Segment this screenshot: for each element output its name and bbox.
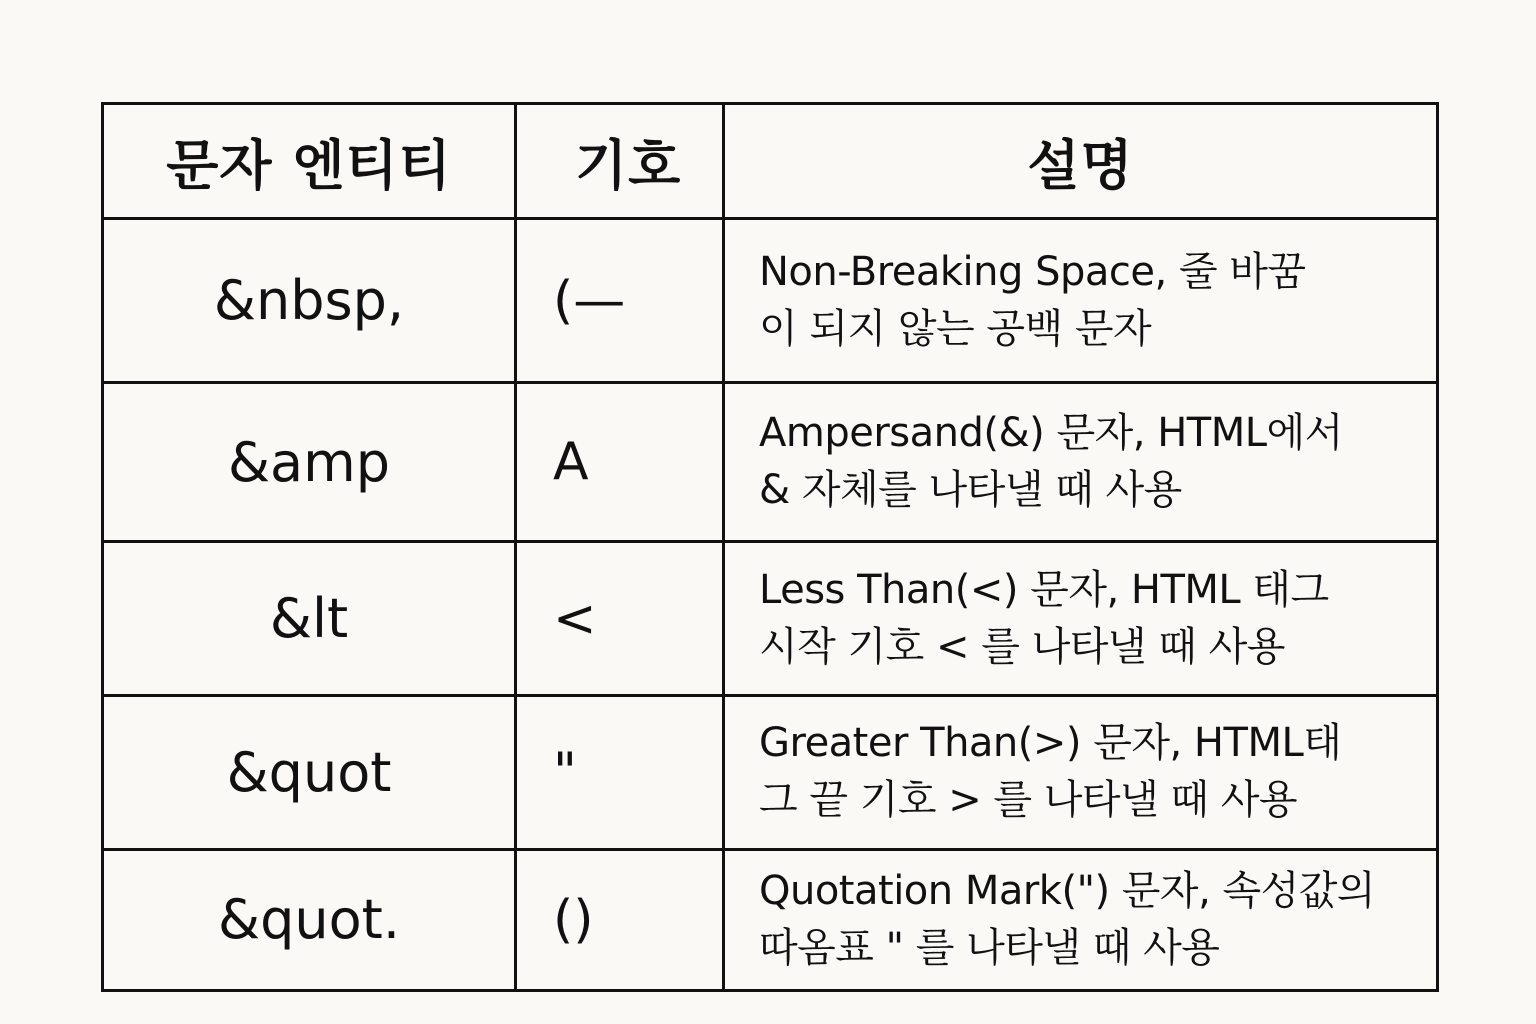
entity-cell: &amp (103, 383, 516, 541)
entity-cell: &quot (103, 696, 516, 849)
description-cell: Less Than(<) 문자, HTML 태그 시작 기호 < 를 나타낼 때 사용 (724, 541, 1438, 695)
table-row (103, 219, 1438, 383)
table-header-row (103, 104, 1438, 219)
symbol-cell: < (516, 541, 724, 695)
table-row (103, 849, 1438, 990)
symbol-cell: " (516, 696, 724, 849)
table-row (103, 696, 1438, 849)
html-entity-table (101, 102, 1439, 992)
entity-cell: &lt (103, 541, 516, 695)
description-cell: Greater Than(>) 문자, HTML태 그 끝 기호 > 를 나타낼 때 사용 (724, 696, 1438, 849)
entity-cell: &nbsp, (103, 219, 516, 383)
header-symbol: 기호 (516, 104, 724, 219)
entity-cell: &quot. (103, 849, 516, 990)
table-row (103, 383, 1438, 541)
description-cell: Ampersand(&) 문자, HTML에서 & 자체를 나타낼 때 사용 (724, 383, 1438, 541)
symbol-cell: (— (516, 219, 724, 383)
description-cell: Quotation Mark(") 문자, 속성값의 따옴표 " 를 나타낼 때 사용 (724, 849, 1438, 990)
symbol-cell: () (516, 849, 724, 990)
header-description: 설명 (724, 104, 1438, 219)
header-entity: 문자 엔티티 (103, 104, 516, 219)
description-cell: Non-Breaking Space, 줄 바꿈 이 되지 않는 공백 문자 (724, 219, 1438, 383)
symbol-cell: A (516, 383, 724, 541)
table-row (103, 541, 1438, 695)
